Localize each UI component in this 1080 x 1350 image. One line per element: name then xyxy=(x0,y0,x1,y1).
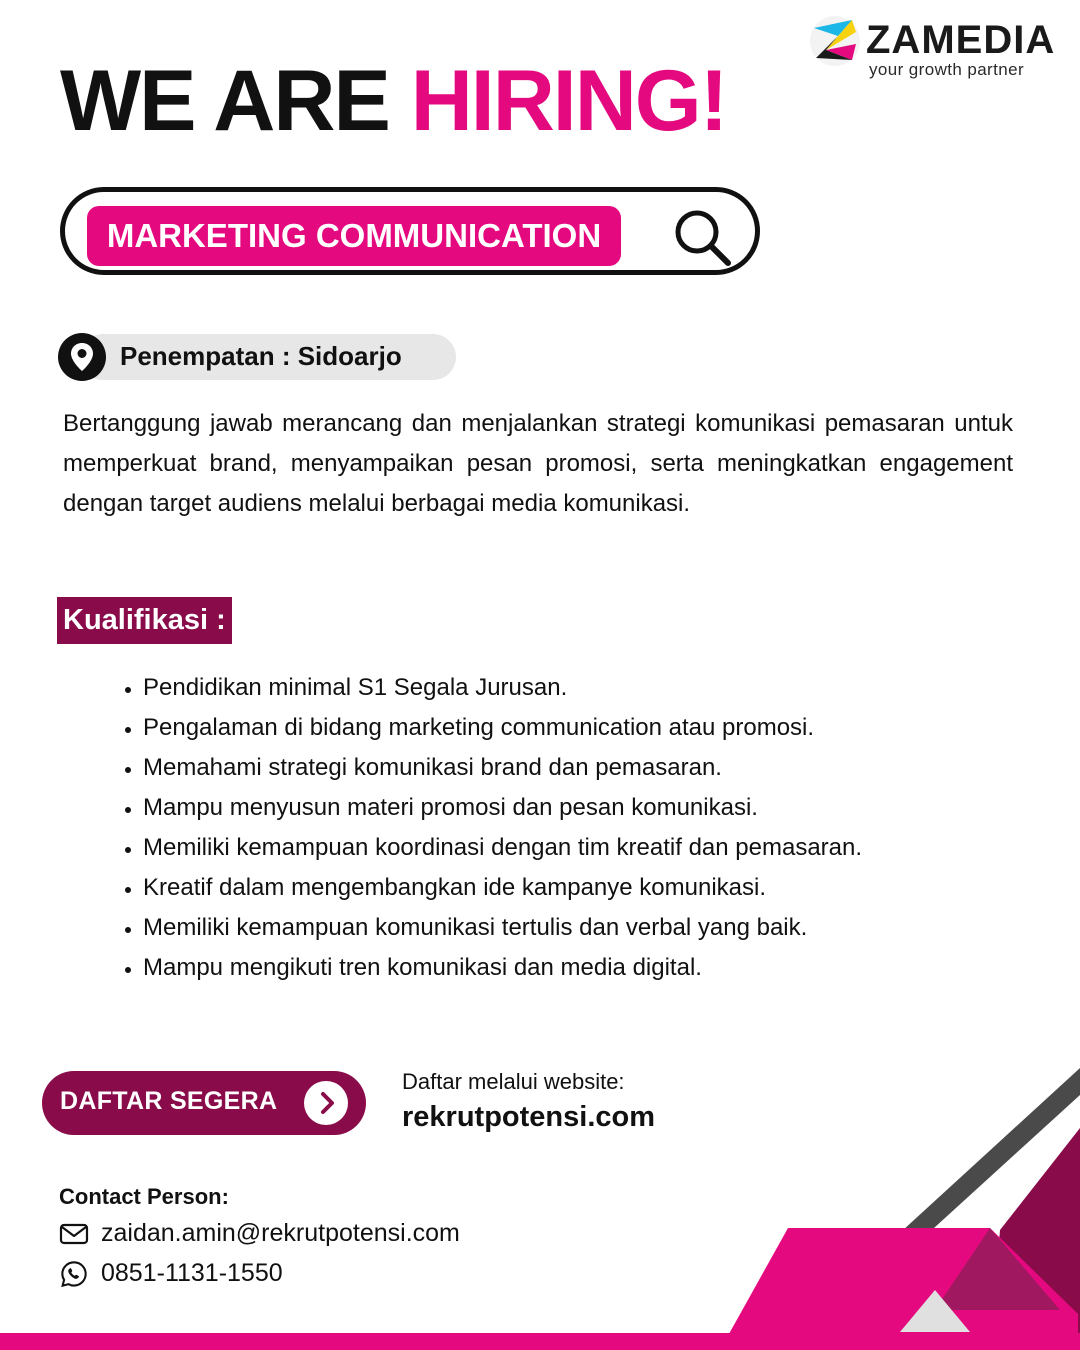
apply-now-label: DAFTAR SEGERA xyxy=(60,1087,278,1115)
list-item: • Mampu mengikuti tren komunikasi dan media digital. xyxy=(143,948,862,988)
contact-phone[interactable]: 0851-1131-1550 xyxy=(101,1259,283,1287)
location-pin-circle xyxy=(58,333,106,381)
list-item: • Memahami strategi komunikasi brand dan pemasaran. xyxy=(143,748,862,788)
page-title xyxy=(60,53,727,149)
qualifications-label: Kualifikasi : xyxy=(57,597,232,644)
job-search-bar xyxy=(60,187,760,275)
whatsapp-icon xyxy=(59,1260,89,1288)
list-item: • Kreatif dalam mengembangkan ide kampanye komunikasi. xyxy=(143,868,862,908)
list-item: • Mampu menyusun materi promosi dan pesan komunikasi. xyxy=(143,788,862,828)
location-pin-icon xyxy=(70,342,94,372)
contact-email[interactable]: zaidan.amin@rekrutpotensi.com xyxy=(101,1219,460,1247)
list-item: • Memiliki kemampuan komunikasi tertulis dan verbal yang baik. xyxy=(143,908,862,948)
list-item: • Pendidikan minimal S1 Segala Jurusan. xyxy=(143,668,862,708)
brand-name: ZAMEDIA xyxy=(866,18,1056,62)
chevron-right-icon xyxy=(316,1091,338,1115)
search-icon xyxy=(671,206,733,268)
list-item: • Memiliki kemampuan koordinasi dengan tim kreatif dan pemasaran. xyxy=(143,828,862,868)
headline-part2: HIRING! xyxy=(410,53,727,149)
contact-title: Contact Person: xyxy=(59,1184,229,1209)
website-label: Daftar melalui website: xyxy=(402,1069,625,1094)
location-badge xyxy=(58,333,458,381)
brand-logo xyxy=(808,14,1070,80)
zamedia-logo-icon xyxy=(808,14,862,68)
brand-tagline: your growth partner xyxy=(869,60,1025,79)
chevron-right-circle xyxy=(304,1081,348,1125)
apply-now-button[interactable] xyxy=(42,1071,366,1135)
job-title-badge: MARKETING COMMUNICATION xyxy=(87,206,621,266)
job-description: Bertanggung jawab merancang dan menjalankan strategi komunikasi pemasaran untuk memperkuat brand, menyampaikan pesan promosi, serta meningkatkan engagement dengan target audiens melalui berbagai media komunikasi. xyxy=(63,410,1013,517)
list-item: • Pengalaman di bidang marketing communication atau promosi. xyxy=(143,708,862,748)
qualifications-list xyxy=(100,668,862,988)
headline-part1: WE ARE xyxy=(60,53,411,149)
mail-icon xyxy=(59,1220,89,1248)
website-link[interactable]: rekrutpotensi.com xyxy=(402,1101,655,1133)
location-text: Penempatan : Sidoarjo xyxy=(120,341,402,371)
